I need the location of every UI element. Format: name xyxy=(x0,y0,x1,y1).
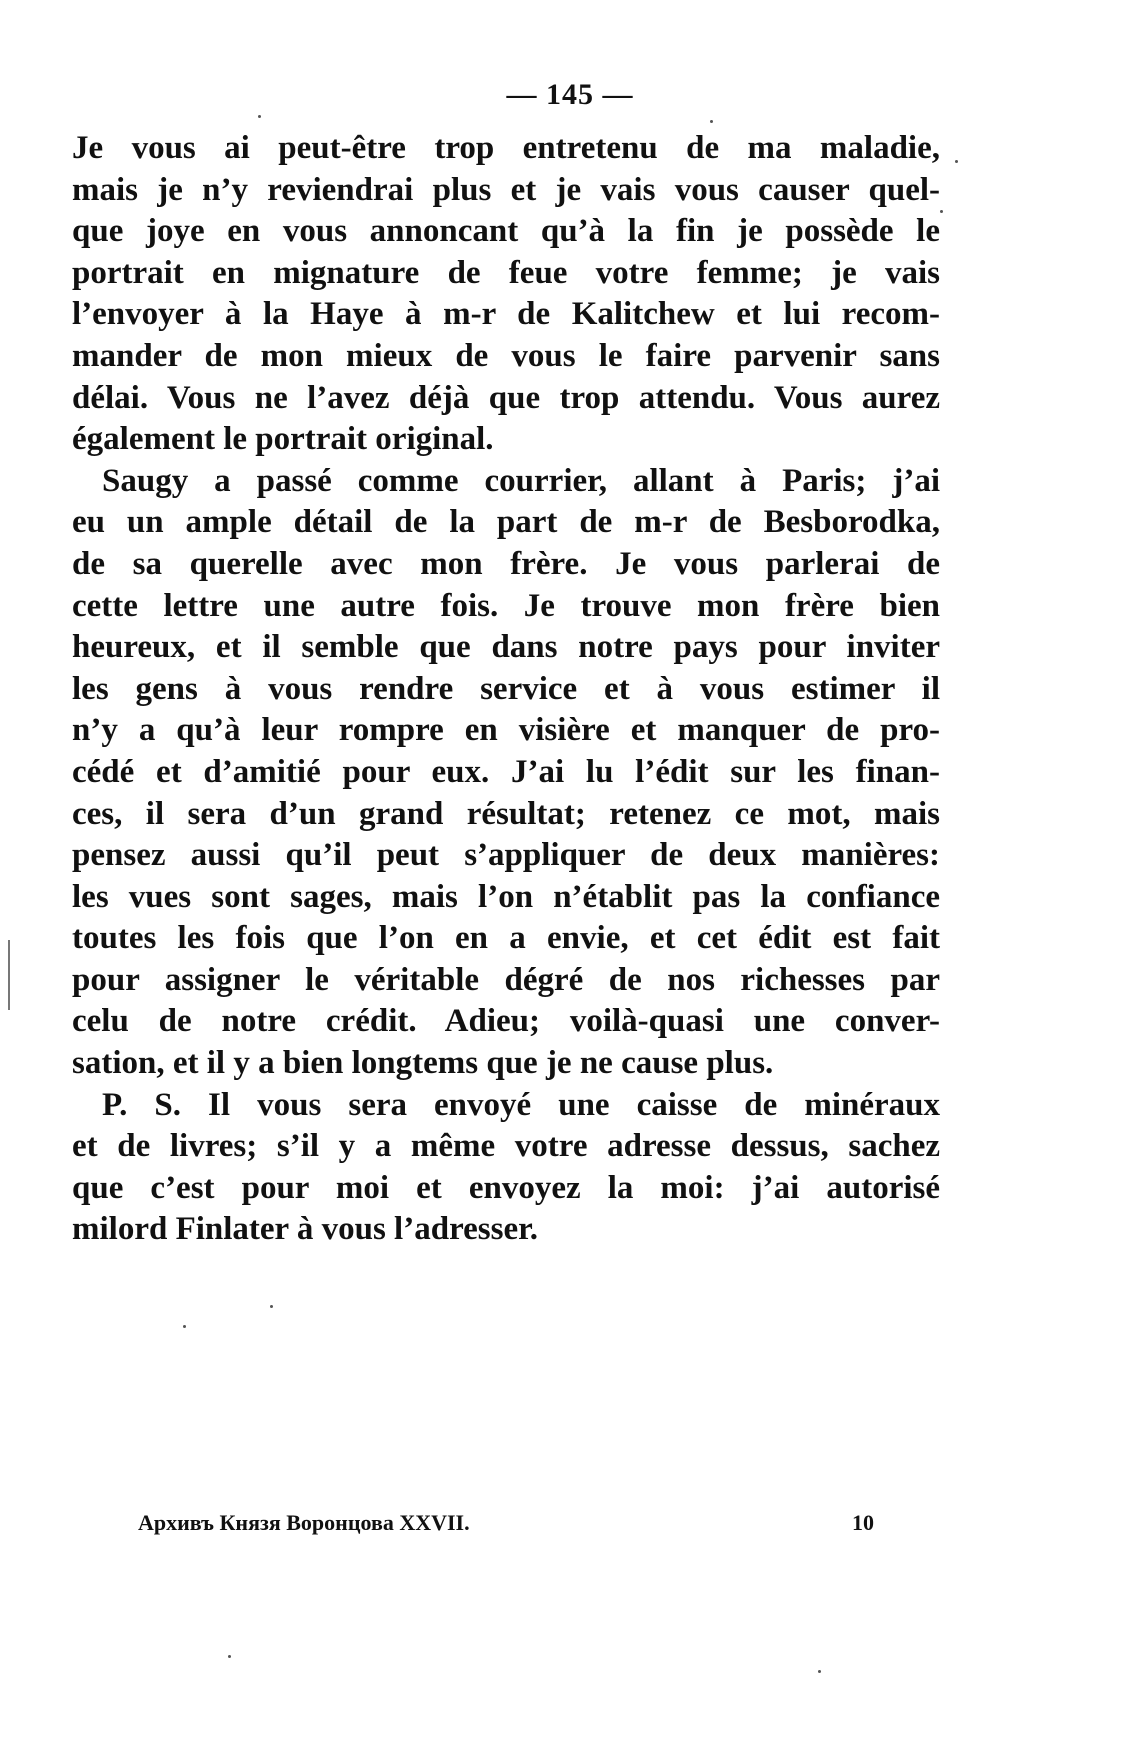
signature-number: 10 xyxy=(852,1510,874,1535)
scan-speck xyxy=(955,160,958,163)
scan-speck xyxy=(183,1325,186,1328)
text-line: Je vous ai peut-être trop entretenu de ma maladie, xyxy=(72,130,940,166)
text-line: mander de mon mieux de vous le faire parvenir sans xyxy=(72,337,940,374)
text-line: mais je n’y reviendrai plus et je vais vous causer quel- xyxy=(72,171,940,208)
text-line: milord Finlater à vous l’adresser. xyxy=(72,1211,538,1248)
text-line: l’envoyer à la Haye à m-r de Kalitchew et lui recom- xyxy=(72,296,940,333)
text-line: pensez aussi qu’il peut s’appliquer de deux manières: xyxy=(72,837,940,874)
scan-speck xyxy=(940,210,943,213)
text-line: sation, et il y a bien longtems que je ne cause plus. xyxy=(72,1045,774,1082)
text-line: eu un ample détail de la part de m-r de Besborodka, xyxy=(72,504,940,541)
text-line: également le portrait original. xyxy=(72,421,494,458)
text-line: ces, il sera d’un grand résultat; retenez ce mot, mais xyxy=(72,795,940,832)
scan-speck xyxy=(270,1305,273,1308)
scan-speck xyxy=(228,1655,231,1658)
text-line: les vues sont sages, mais l’on n’établit pas la confiance xyxy=(72,878,940,915)
text-line: pour assigner le véritable dégré de nos richesses par xyxy=(72,961,940,998)
text-line: délai. Vous ne l’avez déjà que trop attendu. Vous aurez xyxy=(72,379,940,416)
letter-body xyxy=(72,128,940,1251)
text-line: que joye en vous annoncant qu’à la fin je possède le xyxy=(72,213,940,250)
footer xyxy=(138,1510,874,1536)
text-line: celu de notre crédit. Adieu; voilà-quasi une conver- xyxy=(72,1003,940,1040)
text-line: n’y a qu’à leur rompre en visière et manquer de pro- xyxy=(72,712,940,749)
text-line: heureux, et il semble que dans notre pays pour inviter xyxy=(72,629,940,666)
text-line: que c’est pour moi et envoyez la moi: j’ai autorisé xyxy=(72,1169,940,1206)
text-line: portrait en mignature de feue votre femme; je vais xyxy=(72,254,940,291)
text-line: P. S. Il vous sera envoyé une caisse de minéraux xyxy=(102,1086,940,1123)
text-line: toutes les fois que l’on en a envie, et cet édit est fait xyxy=(72,920,940,957)
archive-title: Архивъ Князя Воронцова XXVII. xyxy=(138,1510,470,1535)
text-line: Saugy a passé comme courrier, allant à Paris; j’ai xyxy=(102,462,940,499)
scan-speck xyxy=(710,120,713,123)
scan-edge-mark xyxy=(8,940,10,1010)
text-line: de sa querelle avec mon frère. Je vous parlerai de xyxy=(72,545,940,582)
text-line: cette lettre une autre fois. Je trouve mon frère bien xyxy=(72,587,940,624)
page-number: — 145 — xyxy=(506,78,634,111)
text-line: et de livres; s’il y a même votre adresse dessus, sachez xyxy=(72,1128,940,1165)
scan-speck xyxy=(258,115,261,118)
text-line: les gens à vous rendre service et à vous estimer il xyxy=(72,670,940,707)
scan-speck xyxy=(818,1670,821,1673)
text-line: cédé et d’amitié pour eux. J’ai lu l’édit sur les finan- xyxy=(72,753,940,790)
